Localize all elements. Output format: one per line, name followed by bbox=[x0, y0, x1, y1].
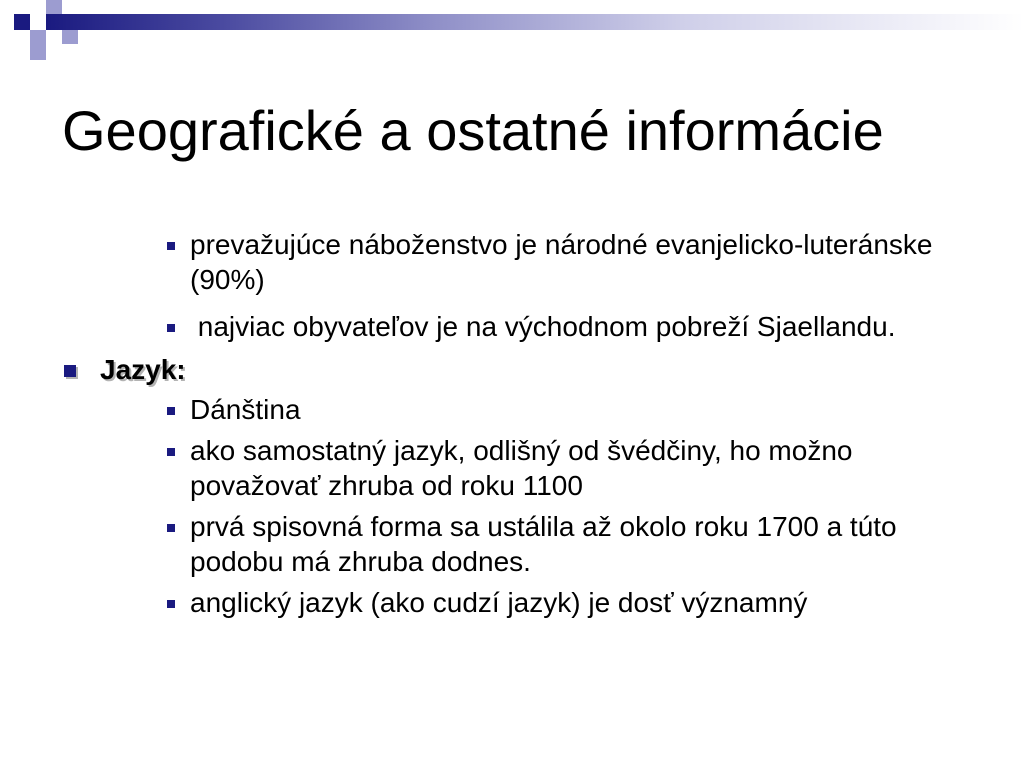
square-bullet-icon bbox=[167, 242, 175, 250]
square-bullet-icon bbox=[64, 365, 76, 377]
list-item-text: anglický jazyk (ako cudzí jazyk) je dosť významný bbox=[190, 587, 808, 618]
square-bullet-icon bbox=[167, 324, 175, 332]
list-heading-text: Jazyk: bbox=[100, 354, 186, 385]
decor-square bbox=[46, 0, 62, 14]
square-bullet-icon bbox=[167, 524, 175, 532]
decor-square bbox=[14, 14, 30, 30]
decor-square bbox=[62, 30, 78, 44]
list-item bbox=[190, 309, 965, 344]
list-item bbox=[190, 227, 965, 297]
list-item-text: ako samostatný jazyk, odlišný od švédčiny, ho možno považovať zhruba od roku 1100 bbox=[190, 435, 861, 501]
decor-square bbox=[30, 30, 46, 46]
decor-square bbox=[30, 46, 46, 60]
slide-title: Geografické a ostatné informácie bbox=[62, 99, 884, 162]
square-bullet-icon bbox=[167, 600, 175, 608]
list-item bbox=[190, 509, 965, 579]
square-bullet-icon bbox=[167, 448, 175, 456]
square-bullet-icon bbox=[167, 407, 175, 415]
list-item bbox=[190, 433, 965, 503]
list-heading bbox=[100, 352, 960, 387]
list-item-text: najviac obyvateľov je na východnom pobreží Sjaellandu. bbox=[190, 311, 896, 342]
list-item-text: prvá spisovná forma sa ustálila až okolo roku 1700 a túto podobu má zhruba dodnes. bbox=[190, 511, 905, 577]
list-item bbox=[190, 392, 965, 427]
list-item-text: Dánština bbox=[190, 394, 301, 425]
list-item bbox=[190, 585, 965, 620]
header-gradient-bar bbox=[46, 14, 1024, 30]
list-item-text: prevažujúce náboženstvo je národné evanjelicko-luteránske (90%) bbox=[190, 229, 941, 295]
